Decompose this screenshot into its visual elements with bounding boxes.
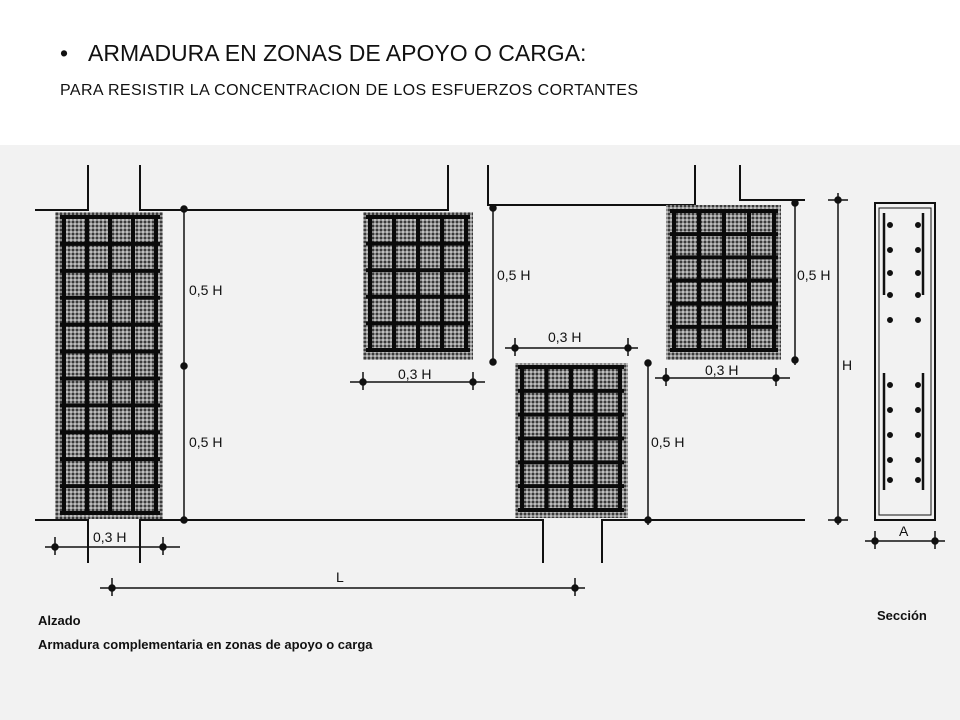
slide-heading	[60, 40, 586, 67]
middle-lower-reinforcement	[515, 363, 628, 518]
right-upper-reinforcement	[666, 205, 781, 360]
dim-label-support-width: 0,3 H	[93, 529, 127, 545]
dim-label-upper: 0,5 H	[189, 282, 223, 298]
caption-description: Armadura complementaria en zonas de apoyo o carga	[38, 637, 373, 652]
dim-label-span: L	[336, 569, 344, 585]
dim-label-middle-lower-width: 0,3 H	[548, 329, 582, 345]
dim-label-lower: 0,5 H	[189, 434, 223, 450]
caption-elevation: Alzado	[38, 613, 81, 628]
reinforcement-diagram	[0, 145, 960, 720]
dim-label-section-width: A	[899, 523, 909, 539]
caption-section: Sección	[877, 608, 927, 623]
dim-label-middle: 0,5 H	[497, 267, 531, 283]
middle-upper-reinforcement	[363, 212, 473, 360]
dim-label-middle-lower: 0,5 H	[651, 434, 685, 450]
bullet-icon: •	[60, 40, 69, 66]
dim-label-right: 0,5 H	[797, 267, 831, 283]
dim-label-middle-top-width: 0,3 H	[398, 366, 432, 382]
slide-subheading: PARA RESISTIR LA CONCENTRACION DE LOS ESFUERZOS CORTANTES	[60, 82, 639, 99]
left-support-reinforcement	[55, 212, 163, 519]
heading-text: ARMADURA EN ZONAS DE APOYO O CARGA:	[88, 40, 587, 66]
dim-label-right-width: 0,3 H	[705, 362, 739, 378]
dim-label-height: H	[842, 357, 853, 373]
